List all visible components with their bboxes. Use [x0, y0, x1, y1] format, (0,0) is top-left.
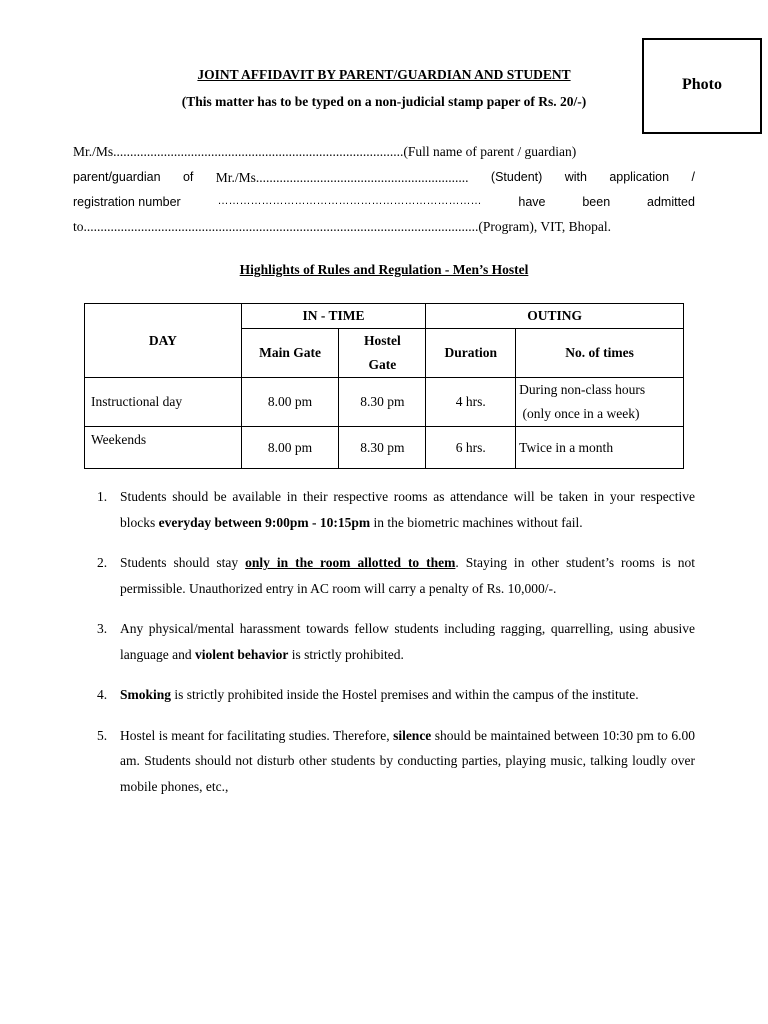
cell-main-gate: 8.00 pm: [241, 378, 339, 427]
header-outing: OUTING: [426, 304, 684, 329]
list-item: [73, 616, 695, 667]
cell-text-line: (only once in a week): [519, 406, 640, 421]
declaration-word: of: [182, 170, 194, 184]
rule-text: in the biometric machines without fail.: [370, 514, 583, 530]
header-hostel-gate-line: Gate: [368, 357, 397, 372]
cell-no-of-times: [516, 378, 684, 427]
declaration-word: admitted: [647, 195, 695, 209]
rule-text: Hostel is meant for facilitating studies. Therefore,: [120, 727, 394, 743]
rules-list: [73, 484, 695, 814]
cell-duration: 4 hrs.: [426, 378, 516, 427]
photo-box: [642, 38, 762, 134]
table-header-row: [85, 304, 684, 329]
rule-text: is strictly prohibited inside the Hostel premises and within the campus of the institute.: [171, 687, 639, 702]
declaration-word: parent/guardian: [73, 170, 161, 184]
declaration-word: (Student): [490, 170, 543, 184]
header-duration: Duration: [426, 329, 516, 378]
cell-duration: 6 hrs.: [426, 427, 516, 469]
table-row: [85, 427, 684, 469]
rule-text: Students should be available in their respective rooms as attendance will be taken in your respective blocks: [120, 489, 695, 530]
rule-emphasis: violent behavior: [194, 646, 289, 662]
rule-number: 5.: [97, 727, 108, 743]
declaration-line-1: Mr./Ms......................................................................................(Full name of parent / guardian): [73, 144, 577, 159]
rule-number: 3.: [97, 621, 108, 636]
rule-text: should be maintained between 10:30 pm to 6.00 am. Students should not disturb other students by conducting parties, playing music, talking loudly over mobile phones, etc.,: [120, 727, 696, 794]
cell-hostel-gate: 8.30 pm: [339, 378, 426, 427]
declaration-word: registration number: [73, 195, 181, 209]
declaration-word: application: [609, 170, 670, 184]
declaration-word: Mr./Ms...............................................................: [215, 170, 469, 185]
cell-day: Weekends: [85, 427, 242, 469]
list-item: [73, 682, 695, 708]
rule-number: 4.: [97, 687, 108, 702]
declaration-line-4: to.....................................................................................................................(Program), VIT, Bhopal.: [73, 219, 611, 234]
rule-text: Any physical/mental harassment towards fellow students including ragging, quarrelling, using abusive language and: [120, 621, 695, 662]
list-item: [73, 723, 695, 800]
declaration-word: been: [582, 195, 611, 209]
declaration-word: /: [691, 170, 695, 184]
hostel-rules-table: [84, 303, 684, 469]
photo-label: Photo: [682, 76, 722, 93]
declaration-word: with: [564, 170, 587, 184]
cell-main-gate: 8.00 pm: [241, 427, 339, 469]
cell-no-of-times: Twice in a month: [516, 427, 684, 469]
rule-text: is strictly prohibited.: [288, 646, 404, 662]
rule-text: . Staying in other student’s rooms is not permissible. Unauthorized entry in AC room will carry a penalty of Rs. 10,000/-.: [120, 555, 695, 596]
rule-emphasis: Smoking: [120, 687, 172, 702]
list-item: [73, 484, 695, 535]
rule-number: 1.: [97, 489, 108, 504]
header-main-gate: Main Gate: [241, 329, 339, 378]
cell-hostel-gate: 8.30 pm: [339, 427, 426, 469]
cell-text-line: During non-class hours: [519, 382, 646, 397]
header-hostel-gate-line: Hostel: [363, 333, 401, 348]
rule-emphasis: only in the room allotted to them: [245, 555, 456, 570]
cell-day: Instructional day: [85, 378, 242, 427]
declaration-word: ………………………………………………………………: [217, 195, 482, 207]
header-in-time: IN - TIME: [241, 304, 426, 329]
declaration-line-3: [73, 195, 695, 209]
section-heading: Highlights of Rules and Regulation - Men’s Hostel: [239, 262, 529, 277]
rule-emphasis: silence: [393, 727, 432, 743]
header-day: DAY: [85, 304, 242, 378]
rule-text: Students should stay: [120, 555, 246, 570]
document-subtitle: (This matter has to be typed on a non-judicial stamp paper of Rs. 20/-): [181, 94, 587, 109]
header-hostel-gate: [339, 329, 426, 378]
rule-number: 2.: [97, 555, 108, 570]
list-item: [73, 550, 695, 601]
document-title: JOINT AFFIDAVIT BY PARENT/GUARDIAN AND STUDENT: [197, 67, 571, 82]
declaration-line-2: [73, 170, 695, 186]
header-no-of-times: No. of times: [516, 329, 684, 378]
rule-emphasis: everyday between 9:00pm - 10:15pm: [158, 514, 371, 530]
table-row: [85, 378, 684, 427]
declaration-word: have: [518, 195, 546, 209]
